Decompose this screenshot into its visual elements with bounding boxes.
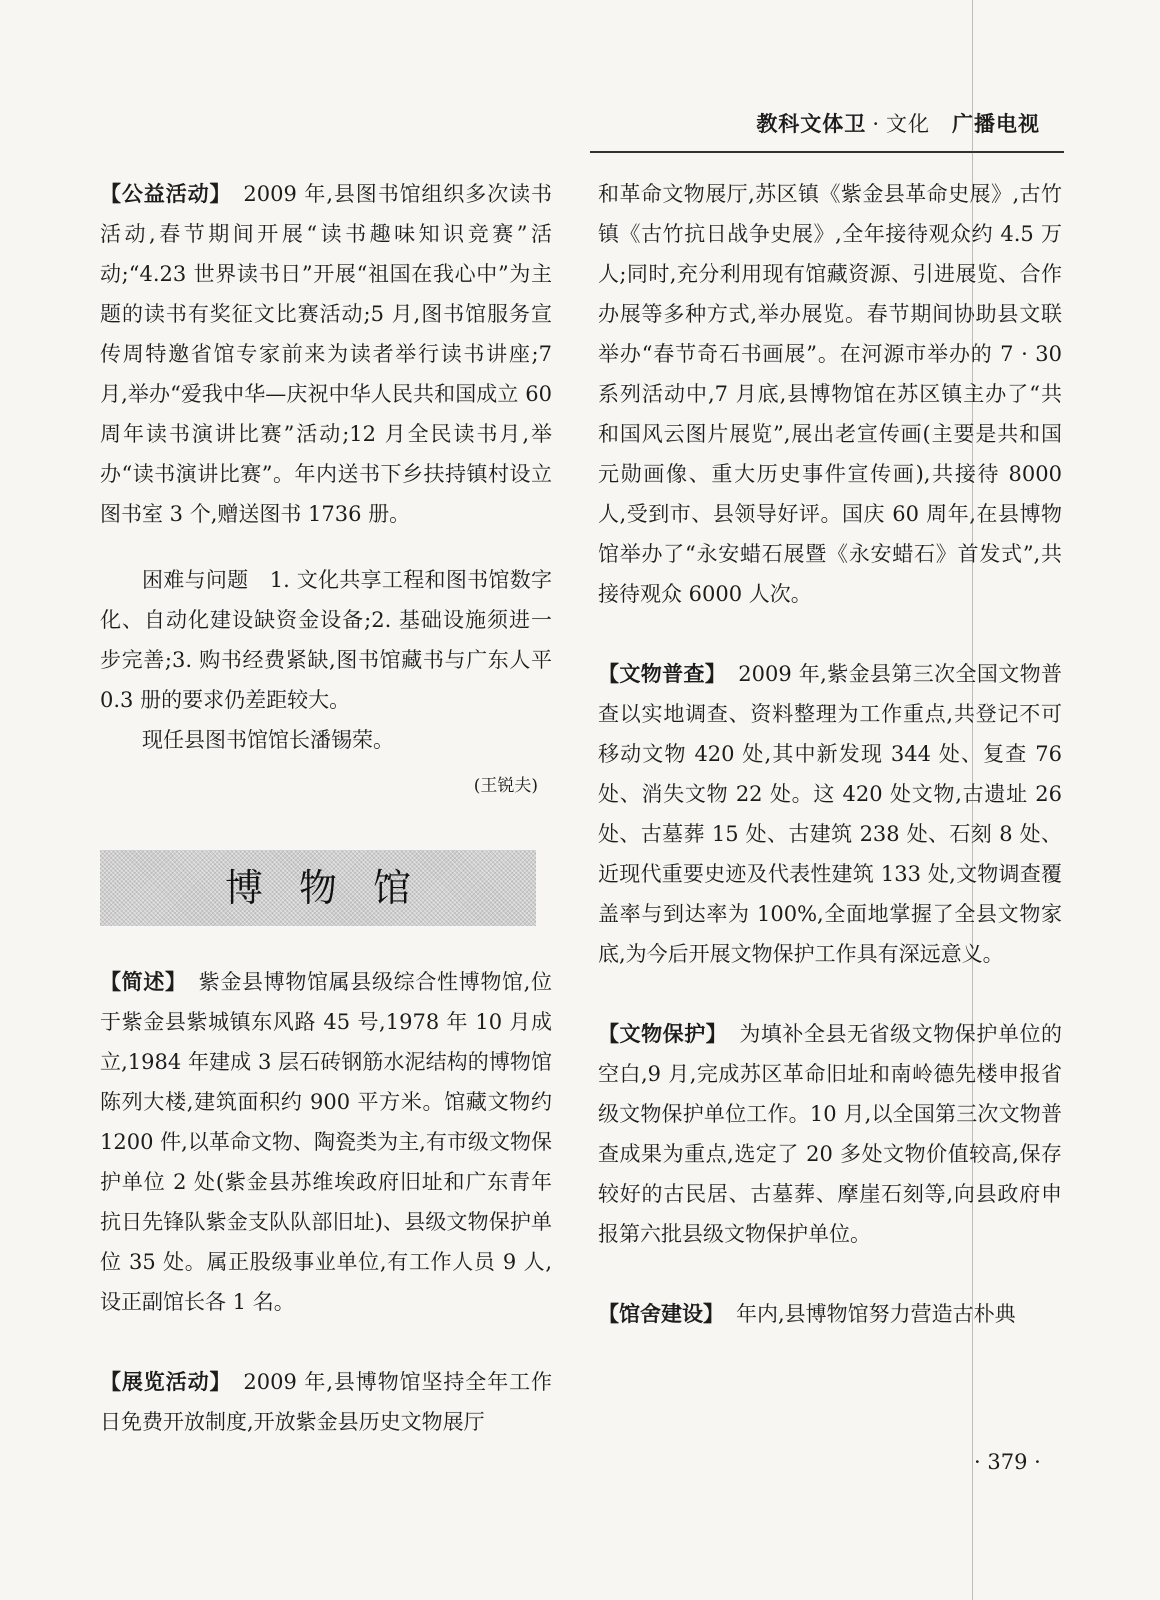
exhibitions-paragraph bbox=[100, 1362, 552, 1442]
exhibitions-text: 2009 年,县博物馆坚持全年工作日免费开放制度,开放紫金县历史文物展厅 bbox=[100, 1370, 553, 1434]
left-column bbox=[100, 174, 552, 1442]
page-number: · 379 · bbox=[974, 1450, 1041, 1474]
scan-fold-line bbox=[972, 0, 973, 1600]
public-welfare-text: 2009 年,县图书馆组织多次读书活动,春节期间开展“读书趣味知识竞赛”活动;“4.23 世界读书日”开展“祖国在我心中”为主题的读书有奖征文比赛活动;5 月,图书馆服务宣传周特邀省馆专家前来为读者举行读书讲座;7 月,举办“爱我中华—庆祝中华人民共和国成立 60 周年读书演讲比赛”活动;12 月全民读书月,举办“读书演讲比赛”。年内送书下乡扶持镇村设立图书室 3 个,赠送图书 1736 册。 bbox=[100, 182, 553, 526]
header-separator: · bbox=[872, 112, 880, 136]
right-column bbox=[598, 174, 1062, 1334]
relic-protection-paragraph bbox=[598, 1014, 1062, 1254]
section-title-banner bbox=[100, 850, 536, 926]
building-paragraph bbox=[598, 1294, 1062, 1334]
overview-paragraph bbox=[100, 962, 552, 1322]
header-category: 文化 bbox=[886, 112, 930, 136]
overview-text: 紫金县博物馆属县级综合性博物馆,位于紫金县紫城镇东风路 45 号,1978 年 10 月成立,1984 年建成 3 层石砖钢筋水泥结构的博物馆陈列大楼,建筑面积约 900 平方米。馆藏文物约 1200 件,以革命文物、陶瓷类为主,有市级文物保护单位 2 处(紫金县苏维埃政府旧址和广东青年抗日先锋队紫金支队队部旧址)、县级文物保护单位 35 处。属正股级事业单位,有工作人员 9 人,设正副馆长各 1 名。 bbox=[100, 970, 552, 1314]
relic-survey-text: 2009 年,紫金县第三次全国文物普查以实地调查、资料整理为工作重点,共登记不可移动文物 420 处,其中新发现 344 处、复查 76 处、消失文物 22 处。这 420 处文物,古遗址 26 处、古墓葬 15 处、古建筑 238 处、石刻 8 处、近现代重要史迹及代表性建筑 133 处,文物调查覆盖率与到达率为 100%,全面地掌握了全县文物家底,为今后开展文物保护工作具有深远意义。 bbox=[598, 662, 1063, 966]
public-welfare-tag: 【公益活动】 bbox=[100, 182, 232, 206]
relic-survey-tag: 【文物普查】 bbox=[598, 662, 727, 686]
building-tag: 【馆舍建设】 bbox=[598, 1302, 724, 1326]
public-welfare-paragraph bbox=[100, 174, 552, 534]
header-section: 教科文体卫 bbox=[756, 111, 867, 136]
exhibitions-tag: 【展览活动】 bbox=[100, 1370, 232, 1394]
running-header bbox=[0, 108, 1040, 138]
overview-tag: 【简述】 bbox=[100, 970, 187, 994]
difficulties-paragraph: 困难与问题 1. 文化共享工程和图书馆数字化、自动化建设缺资金设备;2. 基础设施须进一步完善;3. 购书经费紧缺,图书馆藏书与广东人平 0.3 册的要求仍差距较大。 bbox=[100, 568, 552, 712]
exhibitions-continued: 和革命文物展厅,苏区镇《紫金县革命史展》,古竹镇《古竹抗日战争史展》,全年接待观众约 4.5 万人;同时,充分利用现有馆藏资源、引进展览、合作办展等多种方式,举办展览。春节期间协助县文联举办“春节奇石书画展”。在河源市举办的 7 · 30 系列活动中,7 月底,县博物馆在苏区镇主办了“共和国风云图片展览”,展出老宣传画(主要是共和国元勋画像、重大历史事件宣传画),共接待 8000 人,受到市、县领导好评。国庆 60 周年,在县博物馆举办了“永安蜡石展暨《永安蜡石》首发式”,共接待观众 6000 人次。 bbox=[598, 182, 1062, 606]
author-signature: (王锐夫) bbox=[473, 776, 538, 796]
header-rule bbox=[590, 151, 1064, 153]
current-director: 现任县图书馆馆长潘锡荣。 bbox=[142, 728, 394, 752]
section-title: 博物馆 bbox=[224, 866, 447, 910]
relic-protection-tag: 【文物保护】 bbox=[598, 1022, 728, 1046]
relic-protection-text: 为填补全县无省级文物保护单位的空白,9 月,完成苏区革命旧址和南岭德先楼申报省级文物保护单位工作。10 月,以全国第三次文物普查成果为重点,选定了 20 多处文物价值较高,保存较好的古民居、古墓葬、摩崖石刻等,向县政府申报第六批县级文物保护单位。 bbox=[598, 1022, 1063, 1246]
building-text: 年内,县博物馆努力营造古朴典 bbox=[736, 1302, 1016, 1326]
relic-survey-paragraph bbox=[598, 654, 1062, 974]
header-subcategory: 广播电视 bbox=[952, 111, 1040, 136]
